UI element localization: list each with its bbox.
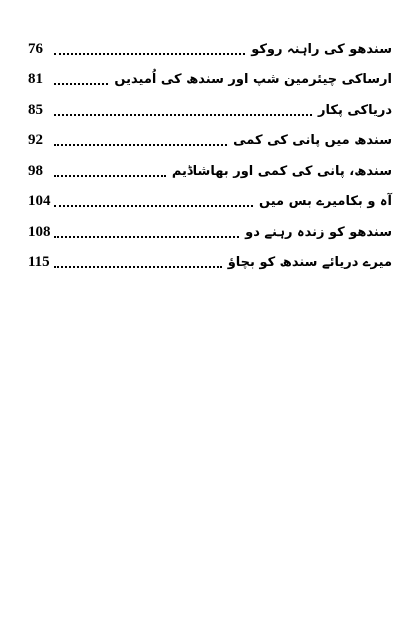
toc-page-number: 104 <box>28 193 51 210</box>
toc-page-number: 98 <box>28 162 43 179</box>
dot-leader <box>54 265 222 268</box>
toc-entry <box>28 156 392 187</box>
dot-leader <box>54 113 312 116</box>
toc-entry-title: سندھ، پانی کی کمی اور بھاشاڈیم <box>171 163 392 179</box>
dot-leader <box>54 52 245 55</box>
toc-entry-title: سندھ میں پانی کی کمی <box>233 133 392 149</box>
toc-page-number: 76 <box>28 40 43 57</box>
toc-entry-title: سندھو کی راہنہ روکو <box>251 41 392 57</box>
toc-entry <box>28 126 392 157</box>
toc-entry <box>28 217 392 248</box>
dot-leader <box>54 174 166 177</box>
toc-entry <box>28 34 392 65</box>
toc-page-number: 108 <box>28 223 51 240</box>
dot-leader <box>54 204 253 207</box>
toc-entry-title: ارساکی چیئرمین شپ اور سندھ کی اُمیدیں <box>114 72 392 88</box>
toc-entry <box>28 187 392 218</box>
toc-page-number: 81 <box>28 71 43 88</box>
table-of-contents <box>28 34 392 278</box>
toc-page-number: 115 <box>28 254 50 271</box>
dot-leader <box>54 235 239 238</box>
toc-page-number: 92 <box>28 132 43 149</box>
toc-page-number: 85 <box>28 101 43 118</box>
dot-leader <box>54 82 108 85</box>
toc-entry-title: سندھو کو زندہ رہنے دو <box>245 224 392 240</box>
toc-entry-title: دریاکی پکار <box>318 102 392 118</box>
toc-entry <box>28 65 392 96</box>
toc-entry-title: آہ و بکامیرے بس میں <box>259 194 392 210</box>
toc-entry-title: میرے دریائے سندھ کو بچاؤ <box>227 255 392 271</box>
toc-entry <box>28 95 392 126</box>
dot-leader <box>54 143 227 146</box>
toc-entry <box>28 248 392 279</box>
